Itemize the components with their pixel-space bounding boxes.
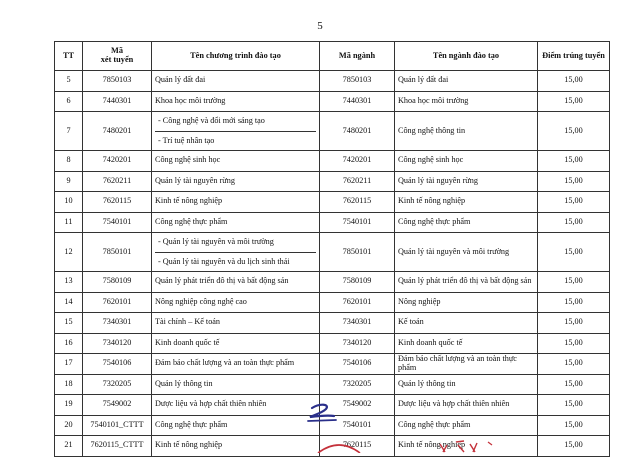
cell-ma-xet-tuyen: 7850101	[83, 233, 152, 272]
page-number: 5	[317, 20, 323, 32]
cell-diem: 15,00	[538, 374, 610, 395]
cell-ten-chuong-trinh: Dược liệu và hợp chất thiên nhiên	[152, 395, 320, 416]
table-row	[55, 91, 610, 112]
cell-ma-nganh: 7440301	[320, 91, 395, 112]
cell-diem: 15,00	[538, 395, 610, 416]
cell-ma-xet-tuyen: 7340120	[83, 333, 152, 354]
cell-diem: 15,00	[538, 91, 610, 112]
cell-ma-xet-tuyen: 7540101_CTTT	[83, 415, 152, 436]
cell-ten-nganh: Công nghệ thực phẩm	[395, 212, 538, 233]
cell-ma-nganh: 7620115	[320, 436, 395, 457]
cell-diem: 15,00	[538, 292, 610, 313]
cell-ten-nganh: Kinh tế nông nghiệp	[395, 436, 538, 457]
program-sub-item: - Quản lý tài nguyên và du lịch sinh thái	[155, 252, 316, 272]
cell-ten-nganh: Công nghệ thực phẩm	[395, 415, 538, 436]
table-row	[55, 272, 610, 293]
cell-ma-nganh: 7850101	[320, 233, 395, 272]
program-sub-item: - Trí tuệ nhân tạo	[155, 131, 316, 151]
cell-ten-chuong-trinh: Công nghệ thực phẩm	[152, 212, 320, 233]
cell-diem: 15,00	[538, 233, 610, 272]
cell-tt: 11	[55, 212, 83, 233]
header-tt: TT	[55, 42, 83, 71]
cell-diem: 15,00	[538, 436, 610, 457]
cell-ten-chuong-trinh: Công nghệ thực phẩm	[152, 415, 320, 436]
header-diem: Điểm trúng tuyển	[538, 42, 610, 71]
cell-ten-nganh: Nông nghiệp	[395, 292, 538, 313]
header-ma-xet-tuyen	[83, 42, 152, 71]
cell-diem: 15,00	[538, 71, 610, 92]
cell-ma-xet-tuyen: 7540101	[83, 212, 152, 233]
cell-ma-nganh: 7620115	[320, 192, 395, 213]
cell-ten-nganh: Công nghệ sinh học	[395, 151, 538, 172]
cell-ten-chuong-trinh	[152, 233, 320, 272]
cell-diem: 15,00	[538, 313, 610, 334]
header-ma-xet-tuyen-line1: Mã	[111, 46, 123, 56]
cell-ma-xet-tuyen: 7620211	[83, 171, 152, 192]
admission-score-table	[54, 41, 610, 457]
cell-diem: 15,00	[538, 192, 610, 213]
cell-ma-xet-tuyen: 7620101	[83, 292, 152, 313]
cell-tt: 15	[55, 313, 83, 334]
cell-tt: 19	[55, 395, 83, 416]
cell-ten-nganh: Khoa học môi trường	[395, 91, 538, 112]
cell-ten-chuong-trinh: Kinh tế nông nghiệp	[152, 436, 320, 457]
cell-ma-nganh: 7340120	[320, 333, 395, 354]
cell-ten-nganh: Quản lý phát triển đô thị và bất động sản	[395, 272, 538, 293]
cell-ma-xet-tuyen: 7620115	[83, 192, 152, 213]
cell-ma-xet-tuyen: 7580109	[83, 272, 152, 293]
cell-ten-chuong-trinh: Quản lý đất đai	[152, 71, 320, 92]
cell-ten-nganh: Dược liệu và hợp chất thiên nhiên	[395, 395, 538, 416]
table-header-row	[55, 42, 610, 71]
cell-diem: 15,00	[538, 354, 610, 375]
program-sub-item: - Quản lý tài nguyên và môi trường	[158, 237, 274, 246]
cell-ma-nganh: 7480201	[320, 112, 395, 151]
cell-tt: 20	[55, 415, 83, 436]
cell-ma-nganh: 7540106	[320, 354, 395, 375]
cell-ma-xet-tuyen: 7320205	[83, 374, 152, 395]
cell-ma-nganh: 7340301	[320, 313, 395, 334]
table-row	[55, 71, 610, 92]
cell-ten-nganh: Kế toán	[395, 313, 538, 334]
cell-tt: 10	[55, 192, 83, 213]
cell-ten-chuong-trinh: Công nghệ sinh học	[152, 151, 320, 172]
cell-tt: 17	[55, 354, 83, 375]
cell-ma-nganh: 7420201	[320, 151, 395, 172]
cell-tt: 9	[55, 171, 83, 192]
cell-tt: 21	[55, 436, 83, 457]
cell-tt: 7	[55, 112, 83, 151]
cell-ten-chuong-trinh: Quản lý phát triển đô thị và bất động sản	[152, 272, 320, 293]
seal-icon	[316, 441, 362, 453]
cell-ten-chuong-trinh: Quản lý thông tin	[152, 374, 320, 395]
cell-ma-nganh: 7850103	[320, 71, 395, 92]
table-row	[55, 151, 610, 172]
cell-diem: 15,00	[538, 112, 610, 151]
cell-ten-nganh: Quản lý thông tin	[395, 374, 538, 395]
table-row	[55, 374, 610, 395]
table-row	[55, 313, 610, 334]
table-row	[55, 171, 610, 192]
cell-ten-chuong-trinh: Nông nghiệp công nghệ cao	[152, 292, 320, 313]
header-ma-nganh: Mã ngành	[320, 42, 395, 71]
cell-ma-xet-tuyen: 7340301	[83, 313, 152, 334]
cell-ten-chuong-trinh: Tài chính – Kế toán	[152, 313, 320, 334]
table-row	[55, 333, 610, 354]
cell-ma-nganh: 7620101	[320, 292, 395, 313]
cell-diem: 15,00	[538, 333, 610, 354]
cell-ten-nganh: Kinh doanh quốc tế	[395, 333, 538, 354]
cell-diem: 15,00	[538, 151, 610, 172]
cell-ma-xet-tuyen: 7480201	[83, 112, 152, 151]
table-row	[55, 292, 610, 313]
table-row	[55, 233, 610, 272]
cell-ten-nganh: Quản lý đất đai	[395, 71, 538, 92]
cell-diem: 15,00	[538, 415, 610, 436]
table-row	[55, 354, 610, 375]
cell-ten-chuong-trinh	[152, 112, 320, 151]
header-ma-xet-tuyen-line2: xét tuyển	[100, 55, 134, 64]
signature-mark-icon	[304, 402, 340, 424]
cell-ma-nganh: 7620211	[320, 171, 395, 192]
table-row	[55, 192, 610, 213]
cell-ten-nganh: Đảm bảo chất lượng và an toàn thực phẩm	[395, 354, 538, 375]
cell-tt: 14	[55, 292, 83, 313]
cell-ma-xet-tuyen: 7549002	[83, 395, 152, 416]
cell-ten-nganh: Công nghệ thông tin	[395, 112, 538, 151]
cell-ten-chuong-trinh: Đảm bảo chất lượng và an toàn thực phẩm	[152, 354, 320, 375]
cell-ten-nganh: Kinh tế nông nghiệp	[395, 192, 538, 213]
cell-ma-nganh: 7540101	[320, 212, 395, 233]
cell-ten-chuong-trinh: Kinh doanh quốc tế	[152, 333, 320, 354]
cell-diem: 15,00	[538, 212, 610, 233]
cell-ten-chuong-trinh: Quản lý tài nguyên rừng	[152, 171, 320, 192]
cell-ten-chuong-trinh: Kinh tế nông nghiệp	[152, 192, 320, 213]
header-ten-chuong-trinh: Tên chương trình đào tạo	[152, 42, 320, 71]
cell-ma-nganh: 7549002	[320, 395, 395, 416]
cell-tt: 18	[55, 374, 83, 395]
cell-ma-xet-tuyen: 7540106	[83, 354, 152, 375]
cell-ma-nganh: 7580109	[320, 272, 395, 293]
cell-ma-xet-tuyen: 7850103	[83, 71, 152, 92]
ink-marks-icon	[420, 436, 500, 453]
cell-ma-xet-tuyen: 7420201	[83, 151, 152, 172]
table-row	[55, 212, 610, 233]
cell-tt: 13	[55, 272, 83, 293]
cell-ma-xet-tuyen: 7440301	[83, 91, 152, 112]
cell-tt: 12	[55, 233, 83, 272]
cell-ma-nganh: 7320205	[320, 374, 395, 395]
cell-tt: 8	[55, 151, 83, 172]
table-body	[55, 71, 610, 457]
table-row	[55, 112, 610, 151]
cell-diem: 15,00	[538, 171, 610, 192]
cell-tt: 5	[55, 71, 83, 92]
cell-ten-chuong-trinh: Khoa học môi trường	[152, 91, 320, 112]
cell-ma-xet-tuyen: 7620115_CTTT	[83, 436, 152, 457]
cell-diem: 15,00	[538, 272, 610, 293]
cell-tt: 6	[55, 91, 83, 112]
cell-ma-nganh: 7540101	[320, 415, 395, 436]
cell-ten-nganh: Quản lý tài nguyên và môi trường	[395, 233, 538, 272]
program-sub-item: - Công nghệ và đổi mới sáng tạo	[158, 116, 265, 125]
cell-ten-nganh: Quản lý tài nguyên rừng	[395, 171, 538, 192]
cell-tt: 16	[55, 333, 83, 354]
header-ten-nganh: Tên ngành đào tạo	[395, 42, 538, 71]
